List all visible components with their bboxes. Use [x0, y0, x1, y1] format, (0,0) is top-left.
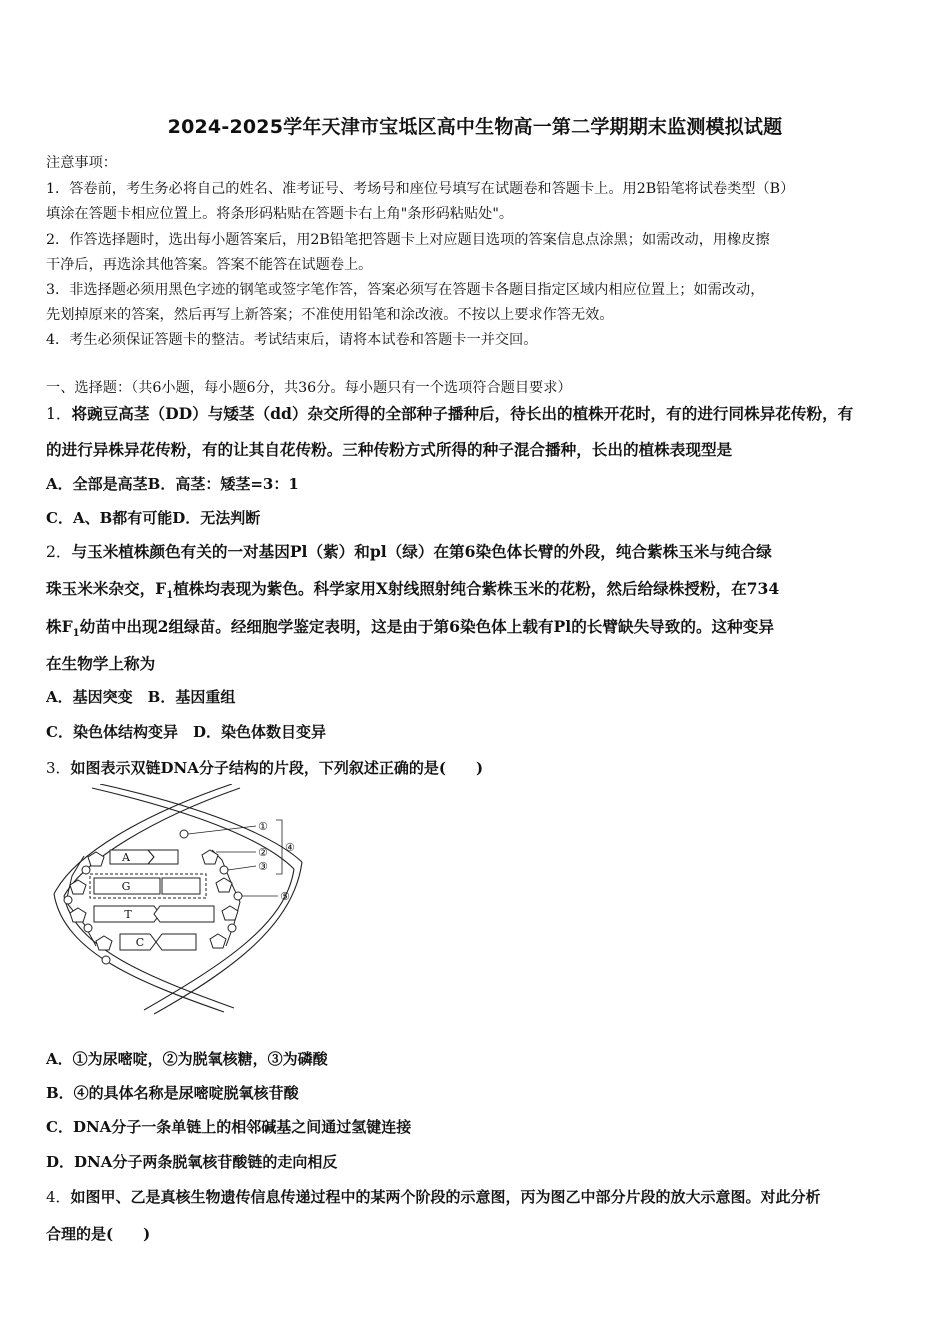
notice-heading: 注意事项： — [46, 155, 117, 171]
marker-2: ② — [258, 846, 268, 859]
sugar-left-4 — [96, 936, 112, 950]
q3-option-d: D．DNA分子两条脱氧核苷酸链的走向相反 — [46, 1153, 338, 1171]
sugar-right-3 — [222, 906, 238, 920]
base-g-partner-block — [162, 878, 200, 894]
q2-line-4: 在生物学上称为 — [46, 654, 156, 673]
notice-line-7: 4．考生必须保证答题卡的整洁。考试结束后，请将本试卷和答题卡一并交回。 — [46, 332, 538, 348]
q2-line-1 — [46, 540, 772, 562]
q2-subscript-2: 1 — [72, 628, 80, 640]
notice-line-5: 3．非选择题必须用黑色字迹的钢笔或签字笔作答，答案必须写在答题卡各题目指定区域内相应位置上；如需改动， — [46, 282, 765, 298]
q4-text-1: 如图甲、乙是真核生物遗传信息传递过程中的某两个阶段的示意图，丙为图乙中部分片段的放大示意图。对此分析 — [70, 1188, 821, 1206]
q4-line-1 — [46, 1186, 821, 1207]
marker-3: ③ — [258, 860, 268, 873]
base-label-t: T — [124, 908, 132, 921]
marker-1: ① — [258, 820, 268, 833]
q1-line-1 — [46, 402, 853, 424]
base-label-c: C — [135, 936, 145, 949]
q2-text-2a: 珠玉米米杂交，F — [46, 579, 167, 598]
q1-text-1: 将豌豆高茎（DD）与矮茎（dd）杂交所得的全部种子播种后，待长出的植株开花时，有的进行同株异花传粉，有 — [71, 404, 854, 423]
sugar-right-4 — [210, 934, 226, 948]
q4-number: 4． — [46, 1188, 71, 1206]
q2-text-3a: 株F — [46, 617, 73, 636]
q2-number: 2． — [46, 543, 72, 561]
notice-line-2: 填涂在答题卡相应位置上。将条形码粘贴在答题卡右上角"条形码粘贴处"。 — [46, 206, 514, 222]
notice-line-1: 1．答卷前，考生务必将自己的姓名、准考证号、考场号和座位号填写在试题卷和答题卡上。用2B铅笔将试卷类型（B） — [46, 181, 795, 197]
q3-option-a: A．①为尿嘧啶，②为脱氧核糖，③为磷酸 — [46, 1050, 328, 1068]
phosphate-left-3 — [84, 924, 92, 932]
q3-stem-text: 如图表示双链DNA分子结构的片段，下列叙述正确的是( ) — [70, 759, 484, 777]
marker-4: ④ — [285, 841, 295, 854]
q2-options-cd: C．染色体结构变异 D．染色体数目变异 — [46, 723, 326, 741]
q3-stem — [46, 757, 483, 778]
q2-options-ab: A．基因突变 B．基因重组 — [46, 688, 236, 706]
q2-line-3 — [46, 615, 774, 639]
q4-line-2: 合理的是( ) — [46, 1225, 151, 1243]
base-label-g: G — [121, 880, 131, 893]
exam-title: 2024-2025学年天津市宝坻区高中生物高一第二学期期末监测模拟试题 — [167, 116, 783, 138]
phosphate-right-3 — [228, 924, 236, 932]
q2-text-2b: 植株均表现为紫色。科学家用X射线照射纯合紫株玉米的花粉，然后给绿株授粉，在734 — [173, 579, 780, 598]
notice-line-3: 2．作答选择题时，选出每小题答案后，用2B铅笔把答题卡上对应题目选项的答案信息点涂黑；如需改动，用橡皮擦 — [46, 232, 770, 248]
phosphate-right-1 — [220, 866, 228, 874]
notice-line-6: 先划掉原来的答案，然后再写上新答案；不准使用铅笔和涂改液。不按以上要求作答无效。 — [46, 307, 614, 323]
phosphate-bottom — [102, 956, 110, 964]
base-label-a: A — [122, 851, 130, 864]
phosphate-top — [180, 830, 188, 838]
q2-text-3b: 幼苗中出现2组绿苗。经细胞学鉴定表明，这是由于第6染色体上载有Pl的长臂缺失导致的。这种变异 — [79, 617, 774, 636]
phosphate-left-1 — [82, 866, 90, 874]
q3-number: 3． — [46, 759, 71, 777]
q2-text-1: 与玉米植株颜色有关的一对基因Pl（紫）和pl（绿）在第6染色体长臂的外段，纯合紫株玉米与纯合绿 — [71, 542, 772, 561]
q2-subscript-1: 1 — [166, 590, 174, 602]
q1-line-2: 的进行异株异花传粉，有的让其自花传粉。三种传粉方式所得的种子混合播种，长出的植株表现型是 — [46, 440, 733, 459]
q3-option-c: C．DNA分子一条单链上的相邻碱基之间通过氢键连接 — [46, 1118, 412, 1136]
phosphate-right-2 — [234, 892, 242, 900]
sugar-right-1 — [202, 850, 218, 864]
base-t-partner-block — [154, 906, 214, 922]
leader-line-3 — [228, 866, 256, 870]
q3-option-b: B．④的具体名称是尿嘧啶脱氧核苷酸 — [46, 1084, 299, 1102]
notice-line-4: 干净后，再选涂其他答案。答案不能答在试题卷上。 — [46, 257, 373, 273]
q2-line-2 — [46, 577, 779, 601]
q1-number: 1． — [46, 405, 72, 423]
base-c-partner-block — [156, 934, 196, 950]
marker-5: ⑤ — [280, 890, 290, 903]
q1-options-ab: A．全部是高茎B．高茎：矮茎=3：1 — [46, 475, 299, 493]
base-a-block — [110, 850, 154, 864]
section-heading: 一、选择题：（共6小题，每小题6分，共36分。每小题只有一个选项符合题目要求） — [46, 380, 572, 396]
phosphate-left-2 — [64, 896, 72, 904]
q1-options-cd: C．A、B都有可能D．无法判断 — [46, 509, 261, 527]
sugar-left-2 — [70, 880, 86, 894]
dna-structure-diagram — [44, 784, 306, 1016]
